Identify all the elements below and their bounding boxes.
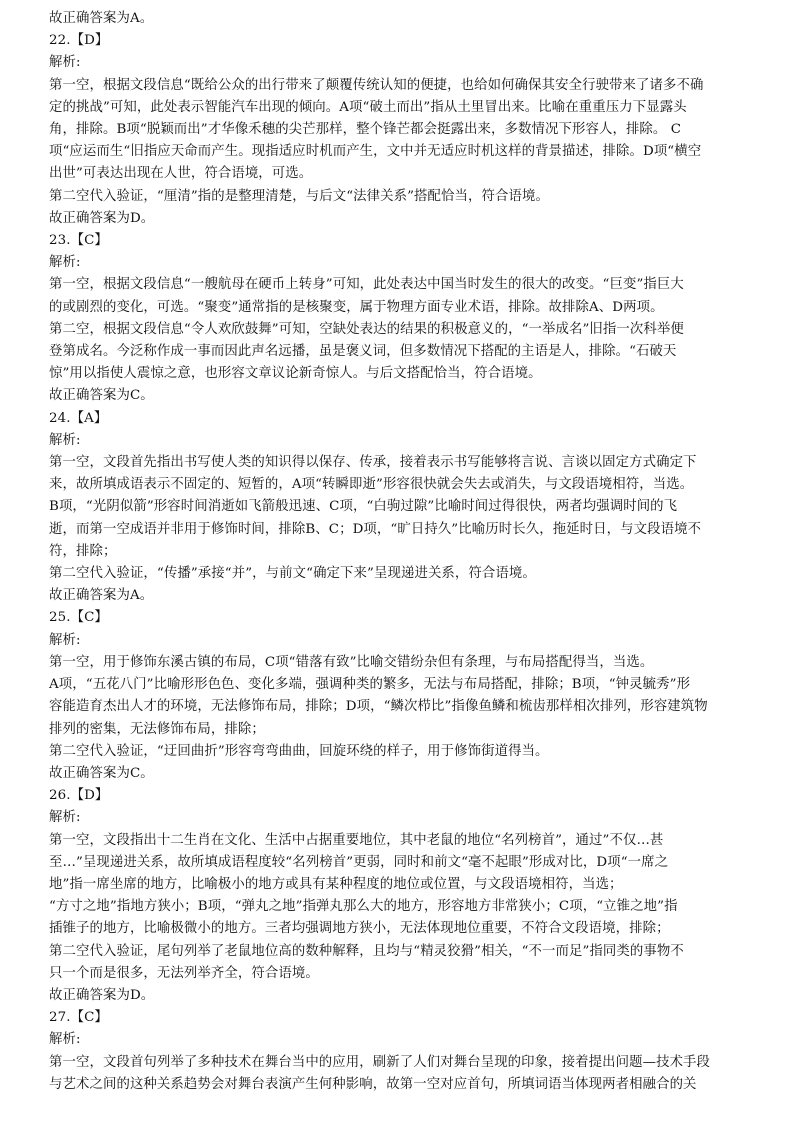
text-line: 第一空，用于修饰东溪古镇的布局，C项“错落有致”比喻交错纷杂但有条理，与布局搭配得当，当选。: [49, 654, 654, 670]
text-line: 项“应运而生“旧指应天命而产生。现指适应时机而产生，文中并无适应时机这样的背景描述，排除。D项“横空: [49, 144, 702, 160]
text-line: 容能造育杰出人才的环境，无法修饰布局，排除；D项，“鳞次栉比”指像鱼鳞和梳齿那样相次排列，形容建筑物: [49, 699, 708, 715]
text-line: 23.【C】: [49, 233, 108, 249]
text-line: 第一空，文段首句列举了多种技术在舞台当中的应用，刷新了人们对舞台呈现的印象，接着提出问题—技术手段: [49, 1054, 711, 1070]
text-line: 22.【D】: [49, 33, 109, 49]
text-line: 解析:: [49, 810, 81, 826]
text-line: 插锥子的地方，比喻极微小的地方。三者均强调地方狭小，无法体现地位重要，不符合文段语境，排除；: [49, 921, 670, 937]
text-line: 解析:: [49, 432, 81, 448]
text-line: 地”指一席坐席的地方，比喻极小的地方或具有某种程度的地位或位置，与文段语境相符，当选；: [49, 876, 623, 892]
text-line: 解析:: [49, 1032, 81, 1048]
text-line: 出世”可表达出现在人世，符合语境，可选。: [49, 166, 313, 182]
text-line: 角，排除。B项“脱颖而出”才华像禾穗的尖芒那样，整个锋芒都会挺露出来，多数情况下形容人，排除。 C: [49, 122, 682, 138]
text-line: A项，“五花八门”比喻形形色色、变化多端，强调种类的繁多，无法与布局搭配，排除；B项，“钟灵毓秀”形: [49, 677, 691, 693]
text-line: 故正确答案为D。: [49, 987, 155, 1003]
text-line: 故正确答案为C。: [49, 388, 154, 404]
text-line: 故正确答案为A。: [49, 588, 154, 604]
text-line: 只一个而是很多，无法列举齐全，符合语境。: [49, 965, 319, 981]
text-line: 惊”用以指使人震惊之意，也形容文章议论新奇惊人。与后文搭配恰当，符合语境。: [49, 366, 542, 382]
text-line: 故正确答案为A。: [49, 11, 154, 26]
text-line: 故正确答案为D。: [49, 210, 155, 226]
text-line: 27.【C】: [49, 1010, 108, 1026]
text-line: B项，“光阴似箭”形容时间消逝如飞箭般迅速、C项，“白驹过隙”比喻时间过得很快，两者均强调时间的飞: [49, 499, 678, 515]
text-line: 第二空代入验证，尾句列举了老鼠地位高的数种解释，且均与“精灵狡猾”相关，“不一而足”指同类的事物不: [49, 943, 684, 959]
text-line: 解析:: [49, 55, 81, 71]
text-line: 的或剧烈的变化，可选。“聚变”通常指的是核聚变，属于物理方面专业术语，排除。故排除A、D两项。: [49, 299, 664, 315]
text-line: 定的挑战”可知，此处表示智能汽车出现的倾向。A项“破土而出”指从土里冒出来。比喻在重重压力下显露头: [49, 99, 687, 115]
text-line: 第二空代入验证，“传播”承接“并”，与前文“确定下来”呈现递进关系，符合语境。: [49, 566, 536, 582]
text-line: 第一空，文段首先指出书写使人类的知识得以保存、传承，接着表示书写能够将言说、言谈以固定方式确定下: [49, 455, 697, 471]
text-line: 25.【C】: [49, 610, 108, 626]
text-line: “方寸之地”指地方狭小；B项，“弹丸之地”指弹丸那么大的地方，形容地方非常狭小；C项，“立锥之地”指: [49, 899, 678, 915]
text-line: 逝，而第一空成语并非用于修饰时间，排除B、C；D项，“旷日持久”比喻历时长久，拖延时日，与文段语境不: [49, 521, 702, 537]
text-line: 排列的密集，无法修饰布局，排除；: [49, 721, 265, 737]
text-line: 解析:: [49, 255, 81, 271]
text-line: 至…”呈现递进关系，故所填成语程度较“名列榜首”更弱，同时和前文“毫不起眼”形成对比，D项“一席之: [49, 854, 669, 870]
text-line: 第一空，根据文段信息“一艘航母在硬币上转身”可知，此处表达中国当时发生的很大的改变。“巨变”指巨大: [49, 277, 684, 293]
text-line: 第二空代入验证，“迂回曲折”形容弯弯曲曲，回旋环绕的样子，用于修饰街道得当。: [49, 743, 549, 759]
text-line: 第二空，根据文段信息“令人欢欣鼓舞”可知，空缺处表达的结果的积极意义的，“一举成名”旧指一次科举便: [49, 321, 684, 337]
text-line: 第一空，根据文段信息“既给公众的出行带来了颠覆传统认知的便捷，也给如何确保其安全行驶带来了诸多不确: [49, 77, 704, 93]
text-line: 与艺术之间的这种关系趋势会对舞台表演产生何种影响，故第一空对应首句，所填词语当体现两者相融合的关: [49, 1076, 697, 1092]
document-body: [49, 8, 755, 1096]
text-line: 24.【A】: [49, 410, 108, 426]
text-line: 解析:: [49, 632, 81, 648]
text-line: 来，故所填成语表示不固定的、短暂的，A项“转瞬即逝”形容很快就会失去或消失，与文段语境相符，当选。: [49, 477, 694, 493]
text-line: 第一空，文段指出十二生肖在文化、生活中占据重要地位，其中老鼠的地位“名列榜首”，通过”不仅…甚: [49, 832, 664, 848]
text-line: 第二空代入验证，“厘清”指的是整理清楚，与后文“法律关系”搭配恰当，符合语境。: [49, 188, 549, 204]
text-line: 故正确答案为C。: [49, 765, 154, 781]
text-line: 符，排除；: [49, 543, 117, 559]
text-line: 26.【D】: [49, 788, 109, 804]
text-line: 登第成名。今泛称作成一事而因此声名远播，虽是褒义词，但多数情况下搭配的主语是人，排除。“石破天: [49, 344, 677, 360]
